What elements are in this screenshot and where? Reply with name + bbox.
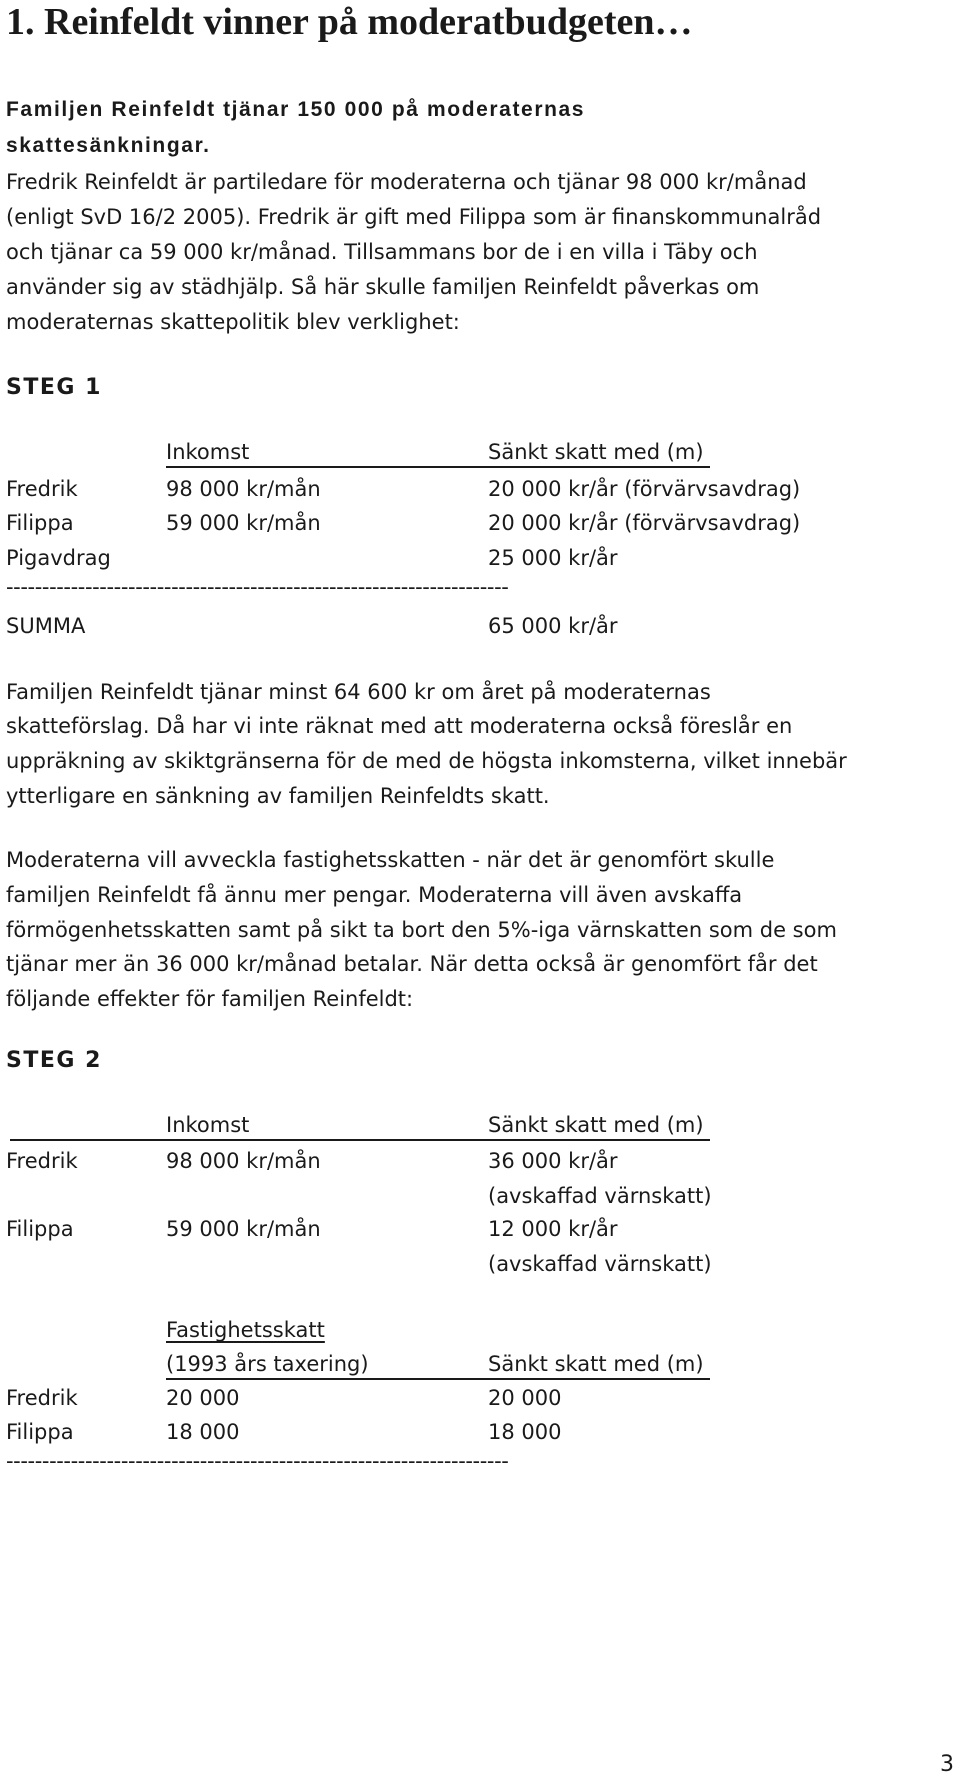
- steg2-row-note: (avskaffad värnskatt): [488, 1252, 712, 1276]
- steg1-row-tax: 20 000 kr/år (förvärvsavdrag): [488, 477, 801, 501]
- fast-header-underline: [166, 1378, 710, 1380]
- steg1-header-income: Inkomst: [166, 440, 250, 464]
- steg1-divider: ----------------------------------------------------------------------: [6, 575, 509, 599]
- fast-row-value: 20 000: [166, 1386, 240, 1410]
- page-title: 1. Reinfeldt vinner på moderatbudgeten…: [6, 1, 693, 43]
- intro-line: använder sig av städhjälp. Så här skulle familjen Reinfeldt påverkas om: [6, 275, 760, 299]
- steg1-row-name: Pigavdrag: [6, 546, 111, 570]
- fast-row-tax: 18 000: [488, 1420, 562, 1444]
- steg2-row-name: Fredrik: [6, 1149, 78, 1173]
- intro-line: moderaternas skattepolitik blev verklighet:: [6, 310, 460, 334]
- intro-heading-line-1: Familjen Reinfeldt tjänar 150 000 på moderaternas: [6, 98, 586, 121]
- steg2-label: STEG 2: [6, 1048, 102, 1073]
- fast-header-year: (1993 års taxering): [166, 1352, 369, 1376]
- para3-line: familjen Reinfeldt få ännu mer pengar. Moderaterna vill även avskaffa: [6, 883, 743, 907]
- para3-line: förmögenhetsskatten samt på sikt ta bort den 5%-iga värnskatten som de som: [6, 918, 837, 942]
- para2-line: ytterligare en sänkning av familjen Reinfeldts skatt.: [6, 784, 550, 808]
- fast-row-name: Filippa: [6, 1420, 74, 1444]
- intro-line: Fredrik Reinfeldt är partiledare för moderaterna och tjänar 98 000 kr/månad: [6, 170, 807, 194]
- steg1-sum-value: 65 000 kr/år: [488, 614, 618, 638]
- fast-row-name: Fredrik: [6, 1386, 78, 1410]
- steg1-row-income: 98 000 kr/mån: [166, 477, 321, 501]
- para2-line: uppräkning av skiktgränserna för de med de högsta inkomsterna, vilket innebär: [6, 749, 847, 773]
- para3-line: följande effekter för familjen Reinfeldt:: [6, 987, 414, 1011]
- steg2-row-name: Filippa: [6, 1217, 74, 1241]
- steg2-row-income: 98 000 kr/mån: [166, 1149, 321, 1173]
- steg2-row-tax: 36 000 kr/år: [488, 1149, 618, 1173]
- steg2-header-tax: Sänkt skatt med (m): [488, 1113, 704, 1137]
- steg2-row-income: 59 000 kr/mån: [166, 1217, 321, 1241]
- fast-header-title: Fastighetsskatt: [166, 1318, 325, 1342]
- steg1-row-name: Fredrik: [6, 477, 78, 501]
- steg2-header-income: Inkomst: [166, 1113, 250, 1137]
- fast-row-value: 18 000: [166, 1420, 240, 1444]
- steg1-row-tax: 25 000 kr/år: [488, 546, 618, 570]
- para3-line: Moderaterna vill avveckla fastighetsskatten - när det är genomfört skulle: [6, 848, 775, 872]
- fast-header-tax: Sänkt skatt med (m): [488, 1352, 704, 1376]
- steg2-row-note: (avskaffad värnskatt): [488, 1184, 712, 1208]
- para2-line: Familjen Reinfeldt tjänar minst 64 600 kr om året på moderaternas: [6, 680, 711, 704]
- steg1-header-underline: [166, 466, 710, 468]
- steg1-label: STEG 1: [6, 375, 102, 400]
- para3-line: tjänar mer än 36 000 kr/månad betalar. När detta också är genomfört får det: [6, 952, 818, 976]
- steg2-row-tax: 12 000 kr/år: [488, 1217, 618, 1241]
- steg1-row-name: Filippa: [6, 511, 74, 535]
- page-number: 3: [940, 1752, 954, 1777]
- steg1-sum-label: SUMMA: [6, 614, 86, 638]
- steg1-header-tax: Sänkt skatt med (m): [488, 440, 704, 464]
- steg2-divider: ----------------------------------------------------------------------: [6, 1449, 509, 1473]
- steg1-row-income: 59 000 kr/mån: [166, 511, 321, 535]
- steg1-row-tax: 20 000 kr/år (förvärvsavdrag): [488, 511, 801, 535]
- intro-heading-line-2: skattesänkningar.: [6, 134, 211, 157]
- intro-line: (enligt SvD 16/2 2005). Fredrik är gift med Filippa som är finanskommunalråd: [6, 205, 822, 229]
- para2-line: skatteförslag. Då har vi inte räknat med att moderaterna också föreslår en: [6, 714, 793, 738]
- steg2-header-underline: [10, 1139, 710, 1141]
- fast-row-tax: 20 000: [488, 1386, 562, 1410]
- intro-line: och tjänar ca 59 000 kr/månad. Tillsammans bor de i en villa i Täby och: [6, 240, 758, 264]
